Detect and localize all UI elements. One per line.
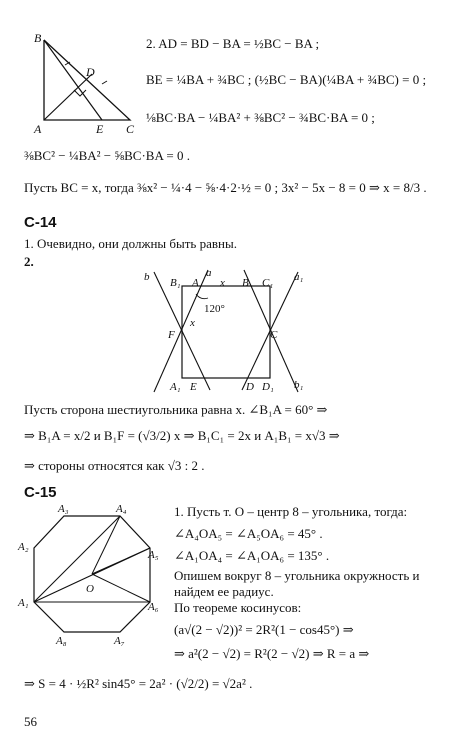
c15-line-2: ∠A₄OA₅ = ∠A₅OA₆ = 45° .	[174, 526, 323, 541]
label-d: D	[86, 65, 95, 79]
label-a8: A₈	[56, 635, 67, 647]
label-a1-line: a₁	[294, 271, 304, 283]
label-b-vertex: B	[242, 277, 249, 289]
label-a6: A₆	[148, 601, 159, 613]
c15-line-4: Опишем вокруг 8 – угольника окружность и	[174, 568, 420, 583]
section-title-c15: С-15	[24, 484, 57, 501]
label-b-line: b	[144, 271, 150, 283]
label-o: O	[86, 583, 94, 595]
label-x-side: x	[190, 317, 195, 329]
section-title-c14: С-14	[24, 214, 57, 231]
c15-line-9: ⇒ S = 4 · ½R² sin45° = 2a² · (√2/2) = √2a² .	[24, 676, 253, 691]
label-c1: C₁	[262, 277, 274, 289]
prev-line-1: 2. AD = BD − BA = ½BC − BA ;	[146, 36, 320, 51]
label-a-line: a	[206, 267, 212, 279]
label-d1: D₁	[262, 381, 274, 393]
c14-line-3: ⇒ стороны относятся как √3 : 2 .	[24, 458, 205, 473]
c15-line-3: ∠A₁OA₄ = ∠A₁OA₆ = 135° .	[174, 548, 330, 563]
prev-line-4: ⅜BC² − ¼BA² − ⅝BC·BA = 0 .	[24, 148, 190, 163]
label-a4: A₄	[116, 503, 127, 515]
label-f: F	[168, 329, 175, 341]
label-a3: A₃	[58, 503, 69, 515]
label-a7: A₇	[114, 635, 125, 647]
c15-line-6: По теореме косинусов:	[174, 600, 302, 615]
label-a2: A₂	[18, 541, 29, 553]
c15-line-1: 1. Пусть т. O – центр 8 – угольника, тогда:	[174, 504, 408, 519]
c15-line-7: (a√(2 − √2))² = 2R²(1 − cos45°) ⇒	[174, 622, 354, 637]
label-c: C	[126, 122, 135, 136]
c14-p1: 1. Очевидно, они должны быть равны.	[24, 236, 237, 251]
octagon-figure	[16, 500, 166, 650]
page-number: 56	[24, 714, 37, 729]
prev-line-5: Пусть BC = x, тогда ⅜x² − ¼·4 − ⅝·4·2·½ = 0 ; 3x² − 5x − 8 = 0 ⇒ x = 8/3 .	[24, 180, 427, 195]
c14-line-1: Пусть сторона шестиугольника равна x. ∠B₁A = 60° ⇒	[24, 402, 328, 417]
label-a-vertex: A	[192, 277, 199, 289]
prev-line-2: BE = ¼BA + ¾BC ; (½BC − BA)(¼BA + ¾BC) = 0 ;	[146, 72, 427, 87]
c15-line-5: найдем ее радиус.	[174, 584, 274, 599]
label-x-top: x	[220, 277, 225, 289]
label-a1: A₁	[170, 381, 181, 393]
c15-line-8: ⇒ a²(2 − √2) = R²(2 − √2) ⇒ R = a ⇒	[174, 646, 370, 661]
label-b1-line: b₁	[294, 379, 304, 391]
triangle-figure	[30, 30, 140, 140]
label-c-vertex: C	[270, 329, 278, 341]
hexagon-figure	[138, 266, 318, 396]
c14-p2: 2.	[24, 254, 34, 269]
c14-line-2: ⇒ B₁A = x/2 и B₁F = (√3/2) x ⇒ B₁C₁ = 2x и A₁B₁ = x√3 ⇒	[24, 428, 340, 443]
label-b: B	[34, 31, 42, 45]
label-e: E	[96, 122, 104, 136]
label-a: A	[34, 122, 42, 136]
prev-line-3: ⅛BC·BA − ¼BA² + ⅜BC² − ¾BC·BA = 0 ;	[146, 110, 375, 125]
label-a1-oct: A₁	[18, 597, 29, 609]
label-angle: 120°	[204, 303, 225, 315]
label-b1: B₁	[170, 277, 181, 289]
label-e-vertex: E	[190, 381, 197, 393]
label-a5: A₅	[148, 549, 159, 561]
label-d-vertex: D	[246, 381, 254, 393]
